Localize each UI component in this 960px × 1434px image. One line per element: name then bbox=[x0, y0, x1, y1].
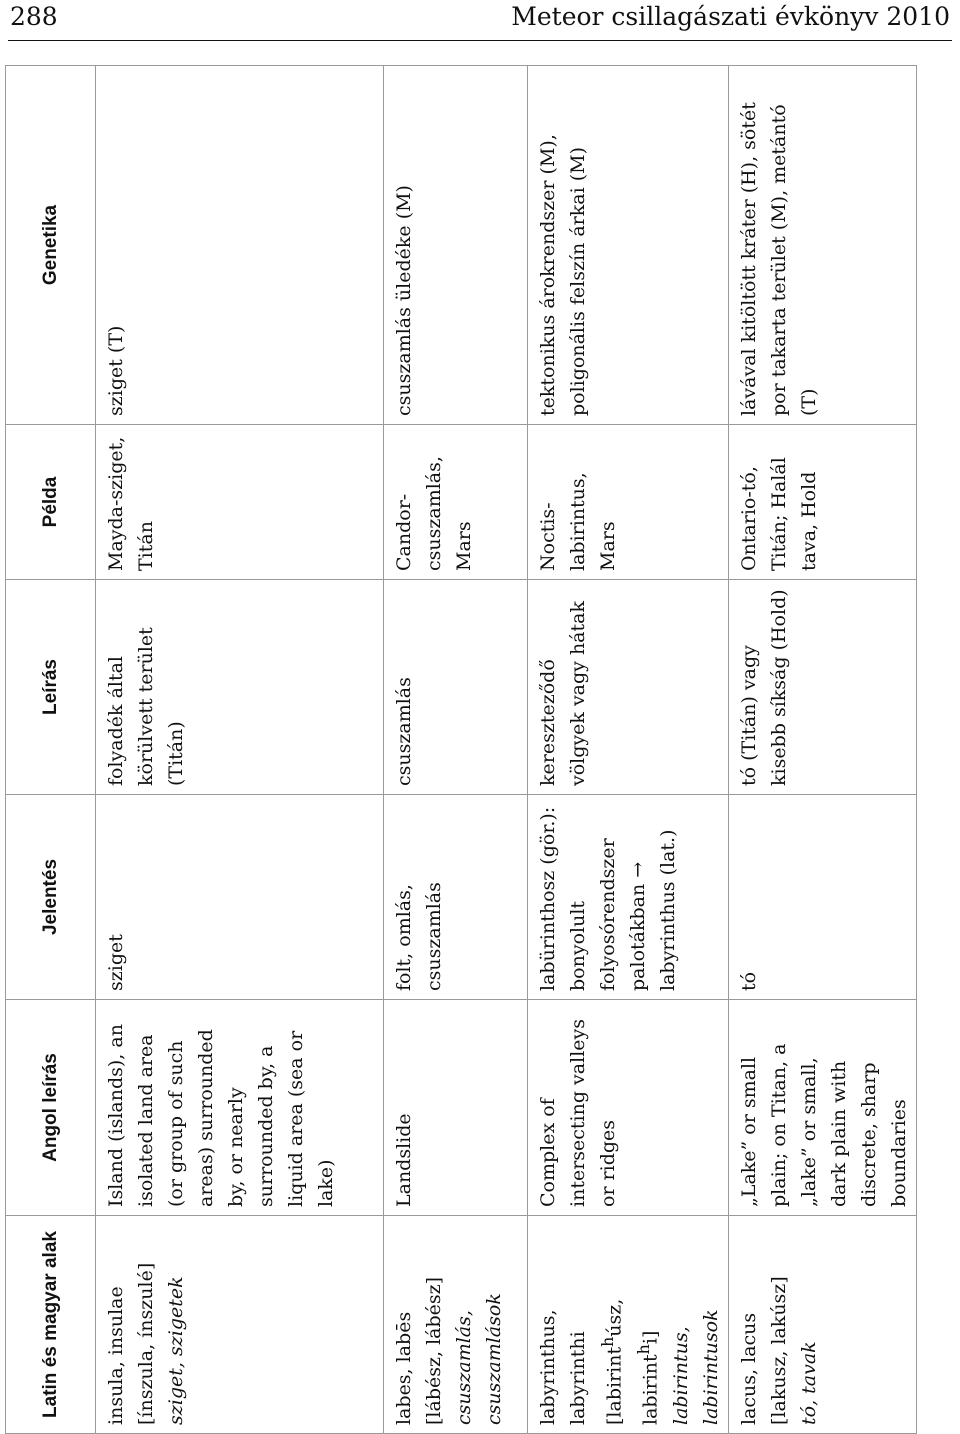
pronunciation: [lábész, lábész] bbox=[423, 1276, 445, 1425]
running-title: Meteor csillagászati évkönyv 2010 bbox=[511, 2, 950, 31]
hungarian-name: labirintus, labirintusok bbox=[669, 1309, 722, 1425]
table-row bbox=[96, 66, 384, 1434]
column-header-example: Példa bbox=[6, 425, 96, 580]
latin-cell bbox=[528, 1216, 729, 1434]
example-cell: Mayda-sziget, Titán bbox=[96, 425, 384, 580]
page-header bbox=[8, 0, 952, 41]
pronunciation-part: i] bbox=[639, 1330, 662, 1345]
description-cell: csuszamlás bbox=[384, 580, 528, 795]
table-row bbox=[384, 66, 528, 1434]
hungarian-name: tó, tavak bbox=[797, 1341, 820, 1425]
english-cell: Island (islands), an isolated land area (or group of such areas) surrounded by, or nearly surrounded by, a liquid area (sea or lake) bbox=[96, 1000, 384, 1216]
example-cell: Ontario-tó, Titán; Halál tava, Hold bbox=[728, 425, 916, 580]
description-cell: tó (Titán) vagy kisebb síkság (Hold) bbox=[728, 580, 916, 795]
nomenclature-table bbox=[5, 65, 917, 1434]
meaning-cell: tó bbox=[728, 795, 916, 1000]
example-cell: Noctis-labirintus, Mars bbox=[528, 425, 729, 580]
column-header-genetics: Genetika bbox=[6, 66, 96, 425]
latin-cell bbox=[728, 1216, 916, 1434]
pronunciation-part: úsz, labirint bbox=[603, 1298, 662, 1425]
pronunciation-superscript: h bbox=[634, 1344, 654, 1355]
hungarian-name: csuszamlás, csuszamlások bbox=[453, 1293, 505, 1425]
pronunciation: [ínszula, ínszulé] bbox=[135, 1262, 157, 1425]
english-cell: Landslide bbox=[384, 1000, 528, 1216]
column-header-meaning: Jelentés bbox=[6, 795, 96, 1000]
meaning-cell: labürinthosz (gör.): bonyolult folyosórendszer palotákban → labyrinthus (lat.) bbox=[528, 795, 729, 1000]
latin-name: labes, labēs bbox=[393, 1311, 415, 1425]
genetics-cell: csuszamlás üledéke (M) bbox=[384, 66, 528, 425]
latin-name: insula, insulae bbox=[105, 1286, 127, 1425]
latin-name: labyrinthus, labyrinthi bbox=[537, 1309, 589, 1425]
example-cell: Candor-csuszamlás, Mars bbox=[384, 425, 528, 580]
column-header-description: Leírás bbox=[6, 580, 96, 795]
rotated-table-container bbox=[5, 66, 910, 1434]
table-row bbox=[528, 66, 729, 1434]
genetics-cell: tektonikus árokrendszer (M), poligonális felszín árkai (M) bbox=[528, 66, 729, 425]
table-row bbox=[728, 66, 916, 1434]
latin-cell bbox=[384, 1216, 528, 1434]
column-header-english: Angol leírás bbox=[6, 1000, 96, 1216]
meaning-cell: sziget bbox=[96, 795, 384, 1000]
english-cell: „Lake” or small plain; on Titan, a „lake” or small, dark plain with discrete, sharp boundaries bbox=[728, 1000, 916, 1216]
genetics-cell: lávával kitöltött kráter (H), sötét por takarta terület (M), metántó (T) bbox=[728, 66, 916, 425]
page-number: 288 bbox=[10, 2, 58, 31]
english-cell: Complex of intersecting valleys or ridges bbox=[528, 1000, 729, 1216]
table-header-row bbox=[6, 66, 96, 1434]
pronunciation: [lakusz, lakúsz] bbox=[767, 1276, 790, 1425]
description-cell: kereszteződő völgyek vagy hátak bbox=[528, 580, 729, 795]
description-cell: folyadék által körülvett terület (Titán) bbox=[96, 580, 384, 795]
latin-cell bbox=[96, 1216, 384, 1434]
genetics-cell: sziget (T) bbox=[96, 66, 384, 425]
pronunciation bbox=[593, 1224, 666, 1425]
meaning-cell: folt, omlás, csuszamlás bbox=[384, 795, 528, 1000]
pronunciation-part: [labirint bbox=[603, 1346, 626, 1425]
pronunciation-superscript: h bbox=[598, 1336, 617, 1347]
column-header-latin: Latin és magyar alak bbox=[6, 1216, 96, 1434]
latin-name: lacus, lacus bbox=[737, 1312, 760, 1425]
hungarian-name: sziget, szigetek bbox=[165, 1276, 187, 1425]
